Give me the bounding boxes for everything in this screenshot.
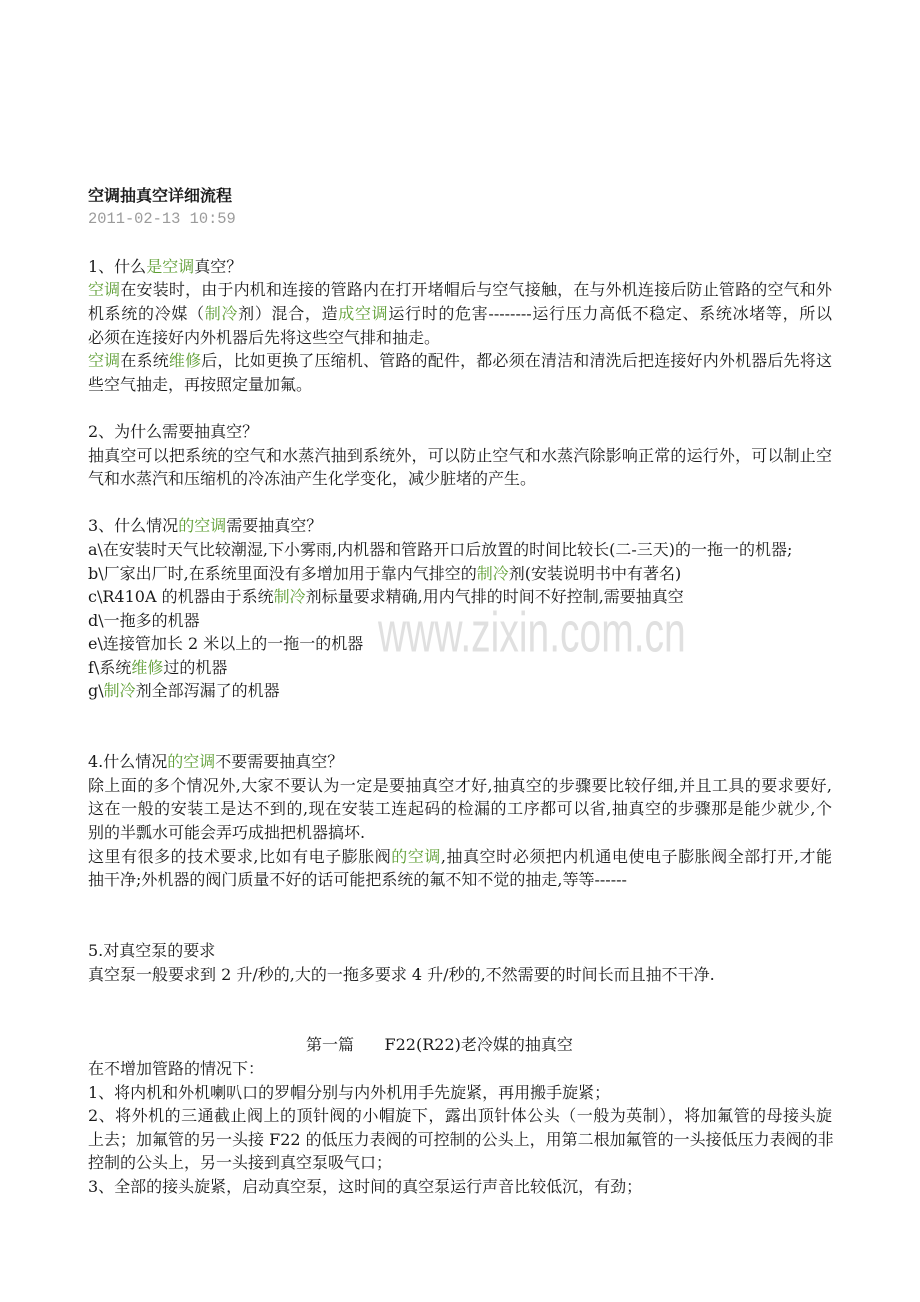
paragraph-line: 在不增加管路的情况下： <box>88 1058 265 1078</box>
blank-line <box>88 986 832 1010</box>
list-item <box>88 609 832 633</box>
part-1-heading: 第一篇 F22(R22)老冷媒的抽真空 <box>306 1035 573 1055</box>
paragraph-line: 别的半瓢水可能会弄巧成拙把机器搞坏. <box>88 823 366 843</box>
highlighted-keyword: 维修 <box>131 657 164 677</box>
paragraph-line <box>88 349 832 373</box>
highlighted-keyword: 的空调 <box>167 752 216 772</box>
line-text: e\连接管加长 2 米以上的一拖一的机器 <box>88 634 364 654</box>
line-text: f\系统 <box>88 657 132 677</box>
paragraph-line <box>88 278 832 302</box>
line-text: 运行时的危害--------运行压力高低不稳定、系统冰堵等，所以 <box>388 303 832 323</box>
blank-line <box>88 892 832 916</box>
line-text: g\ <box>88 681 104 701</box>
line-text: 些空气抽走，再按照定量加氟。 <box>88 374 313 394</box>
list-item <box>88 656 832 680</box>
line-text: 在系统 <box>120 351 169 371</box>
highlighted-keyword: 制冷 <box>476 563 509 583</box>
watermark: www.zixin.com.cn <box>378 602 686 665</box>
publish-date: 2011-02-13 10:59 <box>88 209 236 228</box>
paragraph-line <box>88 373 832 397</box>
highlighted-keyword: 制冷 <box>103 681 136 701</box>
highlighted-keyword: 的空调 <box>391 846 441 866</box>
paragraph-line: 除上面的多个情况外,大家不要认为一定是要抽真空才好,抽真空的步骤要比较仔细,并且工具的要求要好, <box>88 775 832 795</box>
list-item <box>88 632 832 656</box>
blank-line <box>88 727 832 751</box>
blank-line <box>88 915 832 939</box>
line-text: 后，比如更换了压缩机、管路的配件，都必须在清洁和清洗后把连接好内外机器后先将这 <box>201 351 832 371</box>
blank-line <box>88 396 832 420</box>
article <box>88 184 832 1199</box>
paragraph-line: 真空泵一般要求到 2 升/秒的,大的一拖多要求 4 升/秒的,不然需要的时间长而且抽不干净. <box>88 964 715 984</box>
paragraph-line <box>88 845 832 869</box>
section-2-heading: 2、为什么需要抽真空？ <box>88 421 259 441</box>
line-text: 剂全部泻漏了的机器 <box>135 681 280 701</box>
heading-text: 1、什么 <box>88 256 147 276</box>
highlighted-keyword: 的空调 <box>178 516 227 536</box>
highlighted-keyword: 是空调 <box>146 256 195 276</box>
line-text: 在安装时，由于内机和连接的管路内在打开堵帽后与空气接触，在与外机连接后防止管路的空气和外 <box>120 280 832 300</box>
blank-line <box>88 491 832 515</box>
heading-text: 需要抽真空？ <box>226 516 323 536</box>
line-text: 这里有很多的技术要求,比如有电子膨胀阀 <box>88 846 392 866</box>
line-text: ,抽真空时必须把内机通电使电子膨胀阀全部打开,才能 <box>440 846 832 866</box>
step-line: 控制的公头上，另一头接到真空泵吸气口； <box>88 1153 393 1173</box>
line-text: 机系统的冷媒（ <box>88 303 205 323</box>
highlighted-keyword: 制冷 <box>204 303 239 323</box>
paragraph-line <box>88 326 832 350</box>
blank-line <box>88 1010 832 1034</box>
list-item <box>88 562 832 586</box>
section-4-heading <box>88 750 832 774</box>
step-line: 2、将外机的三通截止阀上的顶针阀的小帽旋下，露出顶针体公头（一般为英制），将加氟管的母接头旋 <box>88 1106 832 1126</box>
step-line: 上去；加氟管的另一头接 F22 的低压力表阀的可控制的公头上，用第二根加氟管的一头接低压力表阀的非 <box>88 1129 834 1149</box>
section-1-heading <box>88 255 832 279</box>
heading-text: 3、什么情况 <box>88 516 179 536</box>
step-line: 1、将内机和外机喇叭口的罗帽分别与内外机用手先旋紧，再用搬手旋紧； <box>88 1082 611 1102</box>
highlighted-keyword: 成空调 <box>338 303 389 323</box>
list-item <box>88 585 832 609</box>
line-text: 剂(安装说明书中有著名) <box>508 563 682 583</box>
blank-line <box>88 231 832 255</box>
blank-line <box>88 703 832 727</box>
line-text: a\在安装时天气比较潮湿,下小雾雨,内机器和管路开口后放置的时间比较长(二-三天)的一拖一的机器; <box>88 539 793 559</box>
highlighted-keyword: 维修 <box>168 351 202 371</box>
paragraph-line: 抽真空可以把系统的空气和水蒸汽抽到系统外，可以防止空气和水蒸汽除影响正常的运行外，可以制止空 <box>88 445 832 465</box>
line-text: 剂标量要求精确,用内气排的时间不好控制,需要抽真空 <box>305 587 684 607</box>
heading-text: 真空？ <box>194 256 243 276</box>
step-line: 3、全部的接头旋紧，启动真空泵，这时间的真空泵运行声音比较低沉，有劲； <box>88 1176 643 1196</box>
line-text: b\厂家出厂时,在系统里面没有多增加用于靠内气排空的 <box>88 563 477 583</box>
heading-text: 不要需要抽真空？ <box>215 752 344 772</box>
highlighted-keyword: 空调 <box>88 280 121 300</box>
line-text: 必须在连接好内外机器后先将这些空气排和抽走。 <box>88 327 441 347</box>
article-title: 空调抽真空详细流程 <box>88 186 233 205</box>
line-text: 剂）混合，造 <box>238 303 339 323</box>
section-3-heading <box>88 514 832 538</box>
paragraph-line: 这在一般的安装工是达不到的,现在安装工连起码的检漏的工序都可以省,抽真空的步骤那是能少就少,个 <box>88 799 832 819</box>
line-text: 过的机器 <box>163 657 228 677</box>
list-item <box>88 538 832 562</box>
heading-text: 4.什么情况 <box>88 752 168 772</box>
line-text: d\一拖多的机器 <box>88 610 200 630</box>
highlighted-keyword: 空调 <box>88 351 121 371</box>
paragraph-line <box>88 302 832 326</box>
line-text: c\R410A 的机器由于系统 <box>88 587 274 607</box>
paragraph-line: 气和水蒸汽和压缩机的冷冻油产生化学变化，减少脏堵的产生。 <box>88 469 537 489</box>
highlighted-keyword: 制冷 <box>273 587 306 607</box>
paragraph-line <box>88 868 832 892</box>
section-5-heading: 5.对真空泵的要求 <box>88 941 216 960</box>
line-text: 抽干净;外机器的阀门质量不好的话可能把系统的氟不知不觉的抽走,等等------ <box>88 870 627 890</box>
list-item <box>88 679 832 703</box>
